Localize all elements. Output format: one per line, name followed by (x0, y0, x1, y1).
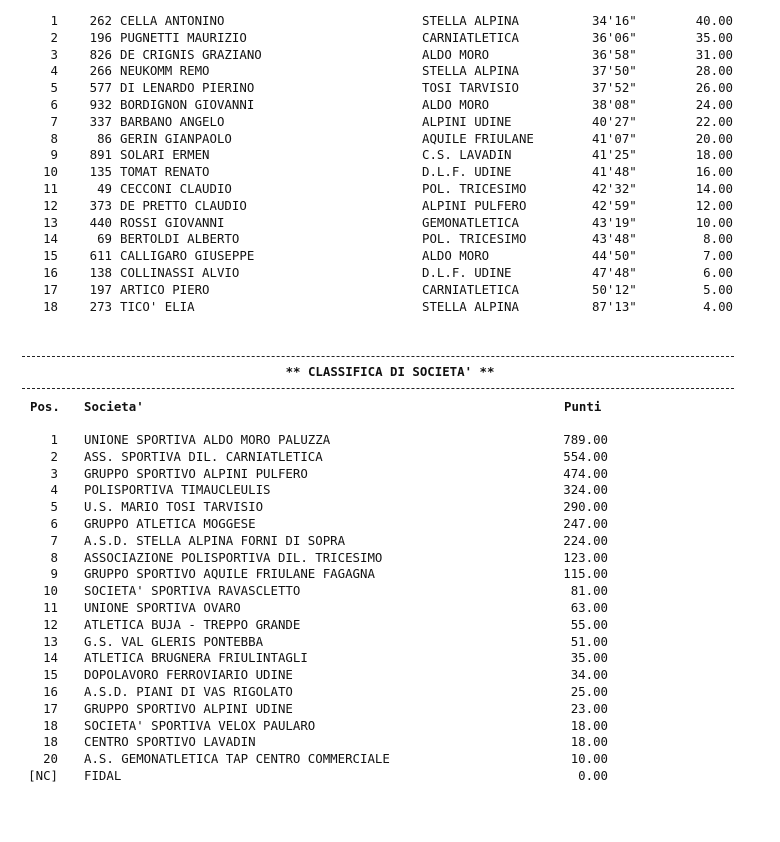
result-time: 42'32" (592, 181, 637, 196)
result-time: 42'59" (592, 197, 637, 213)
team-position: 20 (43, 751, 58, 767)
result-time: 43'19" (592, 214, 637, 230)
header-points: Punti (564, 399, 602, 414)
team-club-name: FIDAL (84, 768, 122, 783)
separator-rule-bottom (22, 388, 734, 389)
result-bib: 826 (89, 46, 112, 62)
result-club: STELLA ALPINA (422, 298, 519, 314)
result-club: ALDO MORO (422, 97, 490, 112)
result-points: 8.00 (703, 231, 733, 247)
result-club: ALPINI PULFERO (422, 197, 527, 213)
team-ranking-title: ** CLASSIFICA DI SOCIETA' ** (285, 364, 495, 379)
team-points: 23.00 (570, 700, 608, 716)
result-club: D.L.F. UDINE (422, 164, 512, 180)
result-bib: 273 (89, 298, 112, 314)
result-athlete-name: BERTOLDI ALBERTO (120, 231, 240, 247)
team-club-name: A.S. GEMONATLETICA TAP CENTRO COMMERCIALE (84, 751, 390, 767)
team-position: 6 (50, 516, 58, 531)
team-club-name: ASSOCIAZIONE POLISPORTIVA DIL. TRICESIMO (84, 549, 383, 565)
team-points: 115.00 (563, 566, 608, 582)
result-club: STELLA ALPINA (422, 13, 519, 28)
team-club-name: ASS. SPORTIVA DIL. CARNIATLETICA (84, 448, 323, 464)
team-club-name: A.S.D. PIANI DI VAS RIGOLATO (84, 684, 293, 699)
team-position: 7 (50, 532, 58, 548)
result-athlete-name: COLLINASSI ALVIO (120, 265, 240, 280)
result-position: 8 (50, 130, 58, 146)
team-position: 16 (43, 684, 58, 699)
result-athlete-name: ARTICO PIERO (120, 281, 210, 297)
team-club-name: SOCIETA' SPORTIVA RAVASCLETTO (84, 583, 301, 599)
team-position: 1 (50, 432, 58, 447)
team-points: 224.00 (563, 532, 608, 548)
result-time: 37'50" (592, 63, 637, 79)
result-position: 18 (43, 298, 58, 314)
header-pos: Pos. (30, 399, 60, 414)
result-club: GEMONATLETICA (422, 214, 519, 230)
result-time: 41'07" (592, 130, 637, 146)
result-points: 18.00 (695, 147, 733, 163)
team-points: 51.00 (570, 633, 608, 649)
result-bib: 440 (89, 214, 112, 230)
result-bib: 932 (89, 97, 112, 112)
team-table-header (0, 398, 602, 415)
team-points: 18.00 (570, 734, 608, 750)
result-points: 40.00 (695, 13, 733, 28)
result-bib: 262 (89, 13, 112, 28)
result-time: 36'58" (592, 46, 637, 62)
result-club: TOSI TARVISIO (422, 80, 519, 96)
team-points: 789.00 (563, 432, 608, 447)
result-position: 9 (50, 147, 58, 163)
result-position: 3 (50, 46, 58, 62)
team-club-name: A.S.D. STELLA ALPINA FORNI DI SOPRA (84, 532, 346, 548)
result-bib: 266 (89, 63, 112, 79)
team-position: 13 (43, 633, 58, 649)
result-position: 1 (50, 13, 58, 28)
result-time: 43'48" (592, 231, 637, 247)
team-position: 12 (43, 616, 58, 632)
result-position: 12 (43, 197, 58, 213)
result-position: 7 (50, 113, 58, 129)
result-points: 6.00 (703, 265, 733, 280)
result-time: 44'50" (592, 248, 637, 264)
result-athlete-name: PUGNETTI MAURIZIO (120, 29, 247, 45)
team-position: 8 (50, 549, 58, 565)
result-points: 24.00 (695, 97, 733, 112)
result-athlete-name: DI LENARDO PIERINO (120, 80, 255, 96)
result-position: 5 (50, 80, 58, 96)
team-club-name: G.S. VAL GLERIS PONTEBBA (84, 633, 264, 649)
result-athlete-name: CALLIGARO GIUSEPPE (120, 248, 255, 264)
result-athlete-name: TOMAT RENATO (120, 164, 210, 180)
result-bib: 197 (89, 281, 112, 297)
result-bib: 337 (89, 113, 112, 129)
result-athlete-name: TICO' ELIA (120, 298, 195, 314)
result-time: 36'06" (592, 29, 637, 45)
result-position: 10 (43, 164, 58, 180)
result-athlete-name: DE PRETTO CLAUDIO (120, 197, 247, 213)
result-position: 17 (43, 281, 58, 297)
team-club-name: CENTRO SPORTIVO LAVADIN (84, 734, 256, 750)
result-points: 4.00 (703, 298, 733, 314)
team-club-name: ATLETICA BRUGNERA FRIULINTAGLI (84, 650, 308, 666)
result-athlete-name: BARBANO ANGELO (120, 113, 225, 129)
team-club-name: UNIONE SPORTIVA ALDO MORO PALUZZA (84, 432, 331, 447)
result-club: CARNIATLETICA (422, 29, 519, 45)
team-points: 554.00 (563, 448, 608, 464)
team-position: 4 (50, 482, 58, 498)
team-position: 15 (43, 667, 58, 683)
team-position: 18 (43, 734, 58, 750)
result-points: 31.00 (695, 46, 733, 62)
result-time: 47'48" (592, 265, 637, 280)
team-position: 11 (43, 600, 58, 615)
result-club: ALPINI UDINE (422, 113, 512, 129)
team-club-name: ATLETICA BUJA - TREPPO GRANDE (84, 616, 301, 632)
team-points: 474.00 (563, 465, 608, 481)
result-points: 20.00 (695, 130, 733, 146)
result-athlete-name: BORDIGNON GIOVANNI (120, 97, 255, 112)
result-time: 41'48" (592, 164, 637, 180)
team-club-name: GRUPPO SPORTIVO AQUILE FRIULANE FAGAGNA (84, 566, 375, 582)
team-points: 290.00 (563, 499, 608, 515)
result-position: 14 (43, 231, 58, 247)
result-points: 7.00 (703, 248, 733, 264)
result-club: ALDO MORO (422, 46, 490, 62)
team-position: 5 (50, 499, 58, 515)
team-club-name: DOPOLAVORO FERROVIARIO UDINE (84, 667, 293, 683)
team-points: 0.00 (578, 768, 608, 783)
result-points: 28.00 (695, 63, 733, 79)
result-athlete-name: CECCONI CLAUDIO (120, 181, 232, 196)
result-position: 16 (43, 265, 58, 280)
team-position: 10 (43, 583, 58, 599)
result-bib: 196 (89, 29, 112, 45)
result-points: 22.00 (695, 113, 733, 129)
result-club: C.S. LAVADIN (422, 147, 512, 163)
team-position: 18 (43, 717, 58, 733)
team-club-name: POLISPORTIVA TIMAUCLEULIS (84, 482, 271, 498)
team-position: [NC] (28, 768, 58, 783)
result-position: 11 (43, 181, 58, 196)
result-bib: 611 (89, 248, 112, 264)
result-time: 50'12" (592, 281, 637, 297)
team-points: 34.00 (570, 667, 608, 683)
result-position: 4 (50, 63, 58, 79)
result-points: 12.00 (695, 197, 733, 213)
result-points: 10.00 (695, 214, 733, 230)
team-club-name: U.S. MARIO TOSI TARVISIO (84, 499, 264, 515)
result-bib: 69 (97, 231, 112, 247)
result-position: 13 (43, 214, 58, 230)
team-position: 3 (50, 465, 58, 481)
result-club: ALDO MORO (422, 248, 490, 264)
team-position: 2 (50, 448, 58, 464)
team-club-name: GRUPPO ATLETICA MOGGESE (84, 516, 256, 531)
team-points: 123.00 (563, 549, 608, 565)
team-points: 10.00 (570, 751, 608, 767)
result-time: 37'52" (592, 80, 637, 96)
header-club: Societa' (84, 399, 144, 414)
result-athlete-name: GERIN GIANPAOLO (120, 130, 232, 146)
result-position: 2 (50, 29, 58, 45)
result-athlete-name: SOLARI ERMEN (120, 147, 210, 163)
result-bib: 577 (89, 80, 112, 96)
team-points: 35.00 (570, 650, 608, 666)
team-points: 18.00 (570, 717, 608, 733)
team-club-name: UNIONE SPORTIVA OVARO (84, 600, 241, 615)
team-club-name: GRUPPO SPORTIVO ALPINI PULFERO (84, 465, 308, 481)
separator-rule-top (22, 356, 734, 357)
result-points: 5.00 (703, 281, 733, 297)
team-points: 324.00 (563, 482, 608, 498)
team-points: 55.00 (570, 616, 608, 632)
result-bib: 891 (89, 147, 112, 163)
result-club: AQUILE FRIULANE (422, 130, 534, 146)
result-athlete-name: ROSSI GIOVANNI (120, 214, 225, 230)
team-position: 14 (43, 650, 58, 666)
result-position: 6 (50, 97, 58, 112)
result-bib: 138 (89, 265, 112, 280)
result-points: 16.00 (695, 164, 733, 180)
result-athlete-name: CELLA ANTONINO (120, 13, 225, 28)
team-club-name: SOCIETA' SPORTIVA VELOX PAULARO (84, 717, 316, 733)
result-points: 14.00 (695, 181, 733, 196)
result-bib: 86 (97, 130, 112, 146)
team-points: 247.00 (563, 516, 608, 531)
team-position: 17 (43, 700, 58, 716)
team-points: 25.00 (570, 684, 608, 699)
result-club: D.L.F. UDINE (422, 265, 512, 280)
result-bib: 49 (97, 181, 112, 196)
result-points: 35.00 (695, 29, 733, 45)
result-athlete-name: DE CRIGNIS GRAZIANO (120, 46, 262, 62)
result-time: 34'16" (592, 13, 637, 28)
result-time: 38'08" (592, 97, 637, 112)
result-club: POL. TRICESIMO (422, 181, 527, 196)
team-position: 9 (50, 566, 58, 582)
team-points: 81.00 (570, 583, 608, 599)
team-points: 63.00 (570, 600, 608, 615)
result-club: CARNIATLETICA (422, 281, 519, 297)
result-athlete-name: NEUKOMM REMO (120, 63, 210, 79)
result-time: 87'13" (592, 298, 637, 314)
result-position: 15 (43, 248, 58, 264)
result-bib: 373 (89, 197, 112, 213)
result-bib: 135 (89, 164, 112, 180)
result-club: STELLA ALPINA (422, 63, 519, 79)
result-points: 26.00 (695, 80, 733, 96)
result-time: 40'27" (592, 113, 637, 129)
result-club: POL. TRICESIMO (422, 231, 527, 247)
result-time: 41'25" (592, 147, 637, 163)
team-club-name: GRUPPO SPORTIVO ALPINI UDINE (84, 700, 293, 716)
